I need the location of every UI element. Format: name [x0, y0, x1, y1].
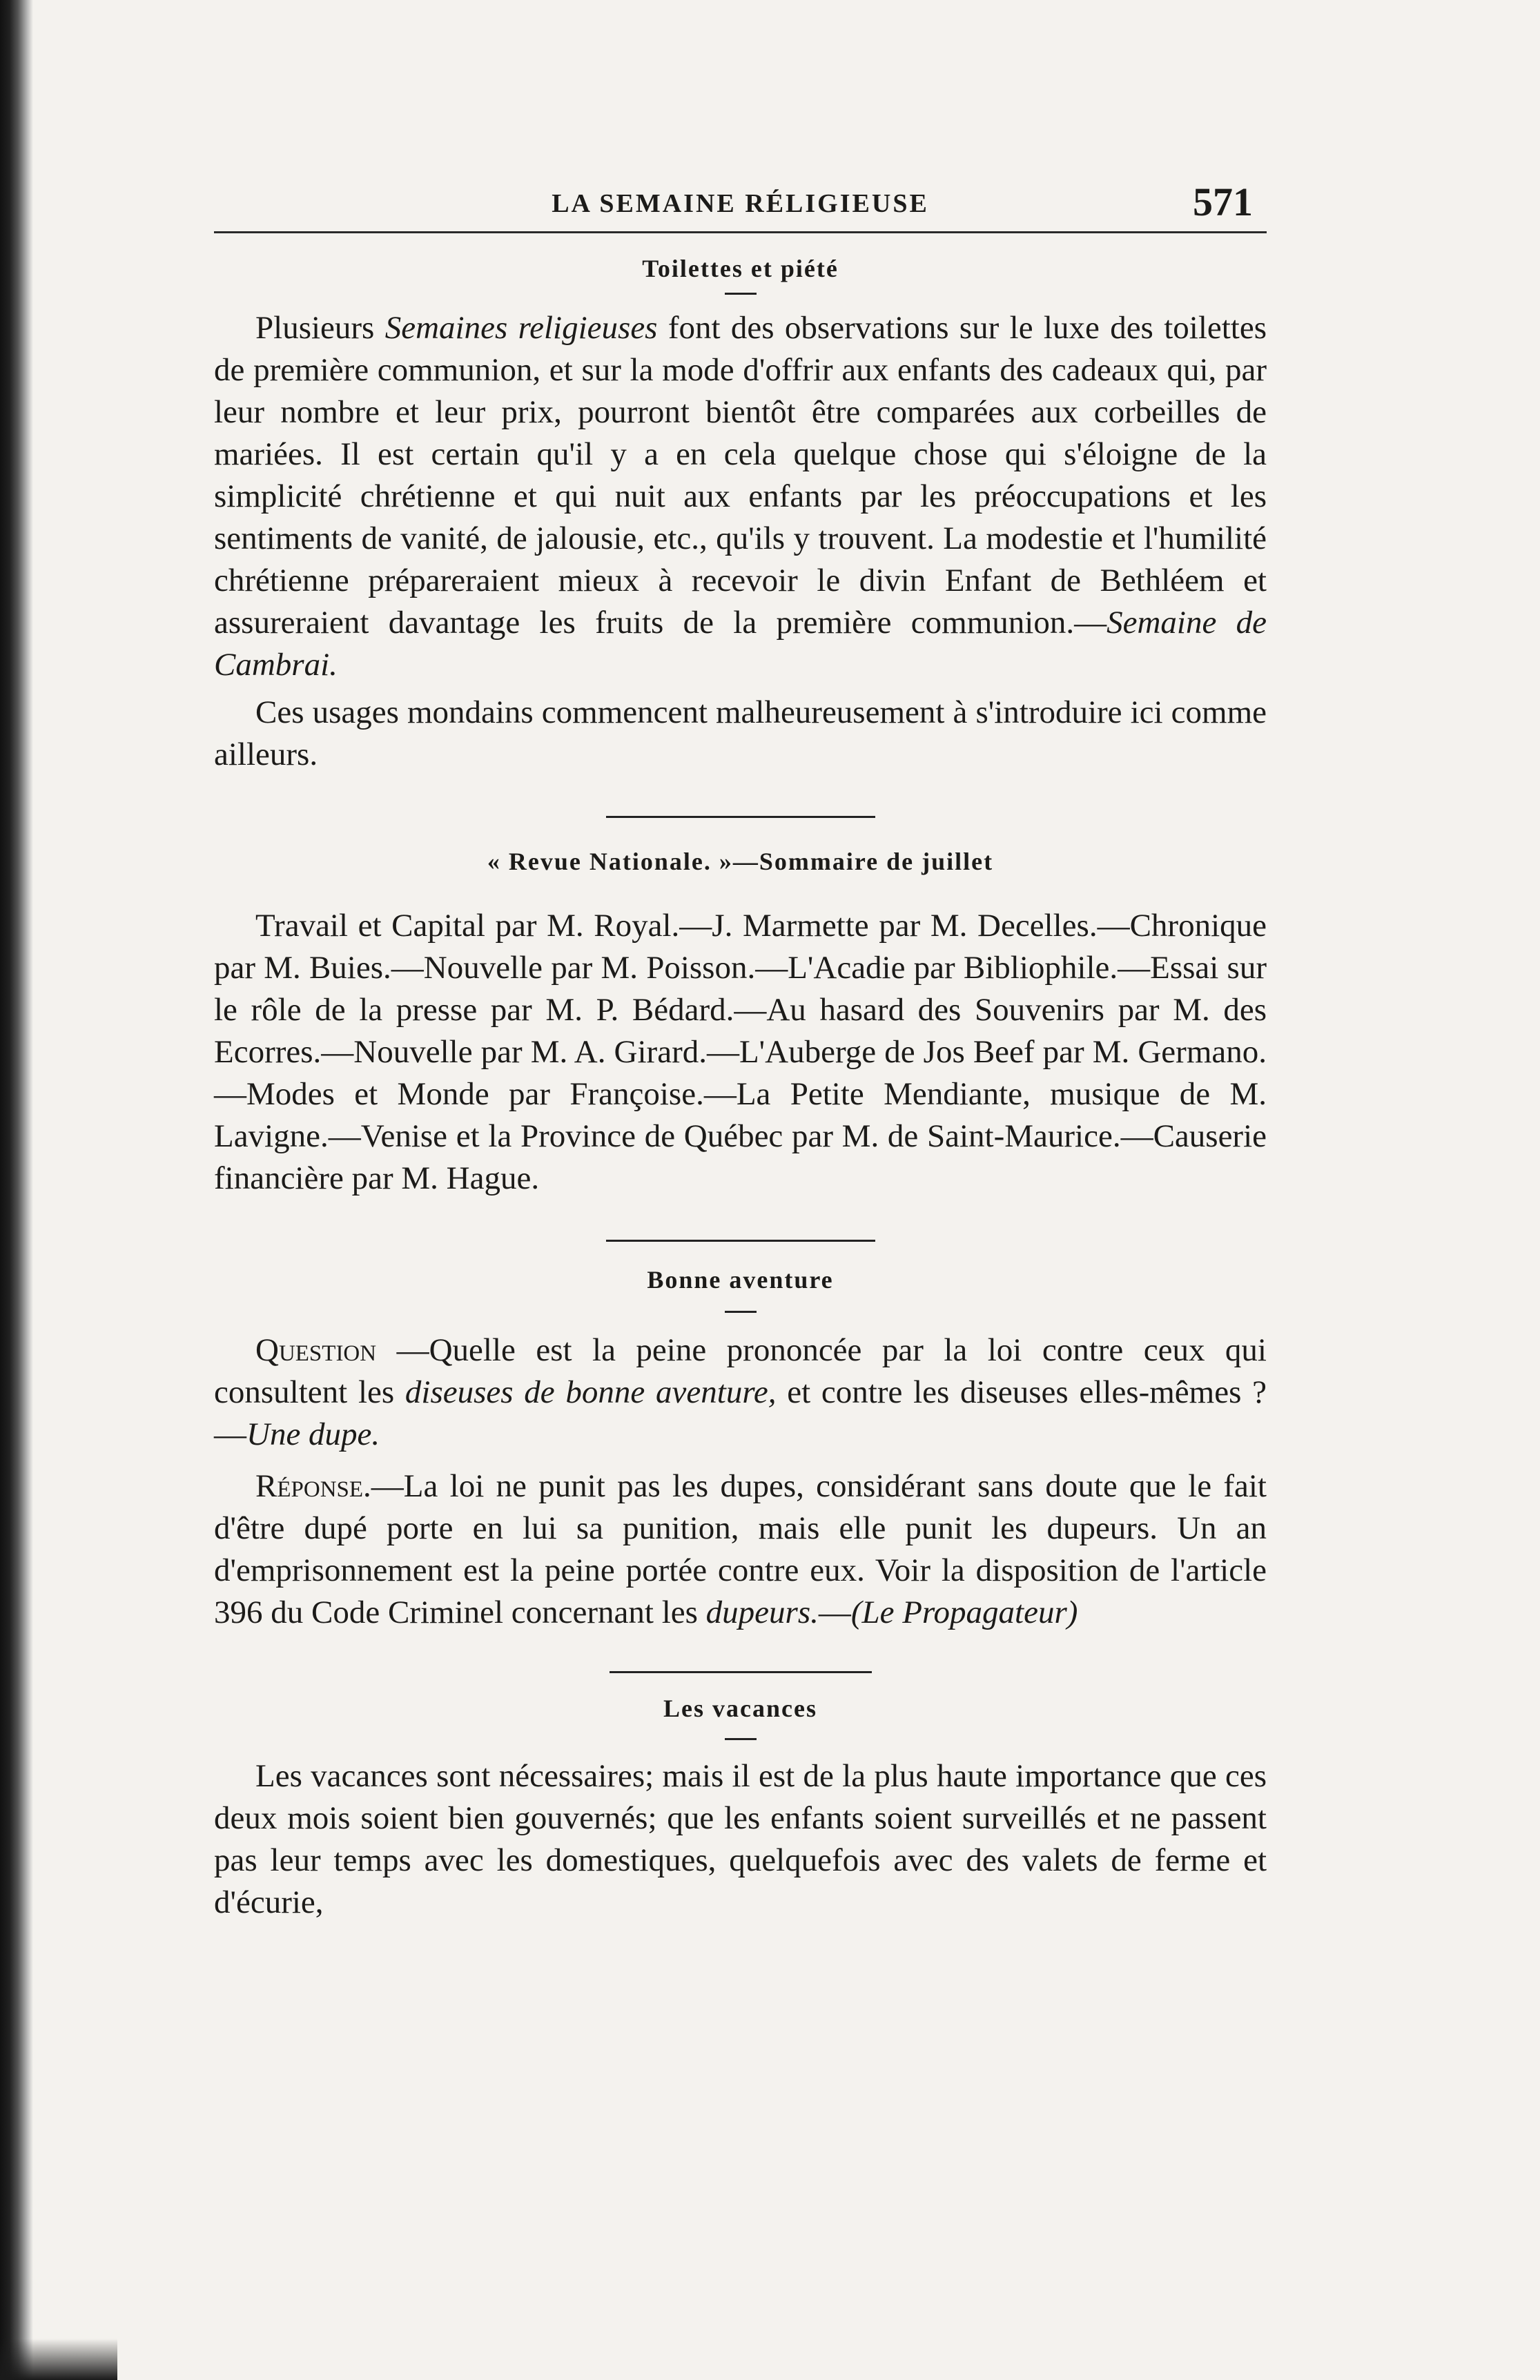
- paragraph: [214, 1755, 1267, 1924]
- text-run: Ces usages mondains commencent malheureusement à s'introduire ici comme ailleurs.: [214, 694, 1267, 772]
- document-page: [214, 176, 1267, 1924]
- section-divider: [606, 1240, 875, 1242]
- book-spine-shadow: [0, 0, 33, 2380]
- title-dash: [725, 1311, 757, 1313]
- paragraph: [214, 1329, 1267, 1456]
- text-run: Travail et Capital par M. Royal.—J. Marmette par M. Decelles.—Chronique par M. Buies.—Nouvelle par M. Poisson.—L'Acadie par Bibliophile.—Essai sur le rôle de la presse par M. P. Bédard.—Au hasard des Souvenirs par M. des Ecorres.—Nouvelle par M. A. Girard.—L'Auberge de Jos Beef par M. Germano.—Modes et Monde par Françoise.—La Petite Mendiante, musique de M. Lavigne.—Venise et la Province de Québec par M. de Saint-Maurice.—Causerie financière par M. Hague.: [214, 908, 1267, 1196]
- section-vacances: [214, 1694, 1267, 1924]
- title-dash: [725, 293, 757, 295]
- paragraph: [214, 1465, 1267, 1634]
- italic-run: Une dupe.: [246, 1416, 380, 1452]
- paragraph: [214, 905, 1267, 1200]
- text-run: et contre les diseuses elles-mêmes ?—: [214, 1374, 1267, 1452]
- running-title: LA SEMAINE RÉLIGIEUSE: [552, 189, 929, 218]
- section-divider: [606, 816, 875, 818]
- page-number: 571: [1193, 179, 1253, 224]
- paragraph: [214, 307, 1267, 686]
- italic-run: Semaines religieuses: [384, 310, 658, 346]
- section-title: « Revue Nationale. »—Sommaire de juillet: [487, 848, 994, 875]
- text-run: Les vacances sont nécessaires; mais il est de la plus haute importance que ces deux mois soient bien gouvernés; que les enfants soient surveillés et ne passent pas leur temps avec les domestiques, quelquefois avec des valets de ferme et d'écurie,: [214, 1758, 1267, 1920]
- smallcaps-run: Réponse.: [255, 1468, 371, 1504]
- italic-run: (Le Propagateur): [850, 1594, 1078, 1630]
- text-run: font des observations sur le luxe des toilettes de première communion, et sur la mode d'offrir aux enfants des cadeaux qui, par leur nombre et leur prix, pourront bientôt être comparées aux corbeilles de mariées. Il est certain qu'il y a en cela quelque chose qui s'éloigne de la simplicité chrétienne et qui nuit aux enfants par les préoccupations et les sentiments de vanité, de jalousie, etc., qu'ils y trouvent. La modestie et l'humilité chrétienne prépareraient mieux à recevoir le divin Enfant de Bethléem et assureraient davantage les fruits de la première communion.—: [214, 310, 1267, 641]
- section-bonne-aventure: [214, 1265, 1267, 1634]
- section-title: Bonne aventure: [647, 1266, 834, 1294]
- section-title: Les vacances: [663, 1695, 817, 1722]
- text-run: Plusieurs: [255, 310, 385, 346]
- italic-run: Semaine de Cambrai.: [214, 605, 1267, 683]
- smallcaps-run: Question: [255, 1332, 377, 1368]
- section-divider: [610, 1671, 872, 1673]
- section-revue-nationale: [214, 847, 1267, 1200]
- text-run: —: [818, 1594, 851, 1630]
- page-corner-shadow: [0, 2339, 117, 2380]
- section-title: Toilettes et piété: [642, 255, 839, 282]
- paragraph: [214, 692, 1267, 776]
- italic-run: diseuses de bonne aventure,: [405, 1374, 777, 1410]
- running-header: [214, 176, 1267, 233]
- section-toilettes: [214, 254, 1267, 776]
- text-run: —La loi ne punit pas les dupes, considérant sans doute que le fait d'être dupé porte en lui sa punition, mais elle punit les dupeurs. Un an d'emprisonnement est la peine portée contre eux. Voir la disposition de l'article 396 du Code Criminel concernant les: [214, 1468, 1267, 1630]
- title-dash: [725, 1738, 757, 1740]
- italic-run: dupeurs.: [705, 1594, 819, 1630]
- text-run: —Quelle est la peine prononcée par la loi contre ceux qui consultent les: [214, 1332, 1267, 1410]
